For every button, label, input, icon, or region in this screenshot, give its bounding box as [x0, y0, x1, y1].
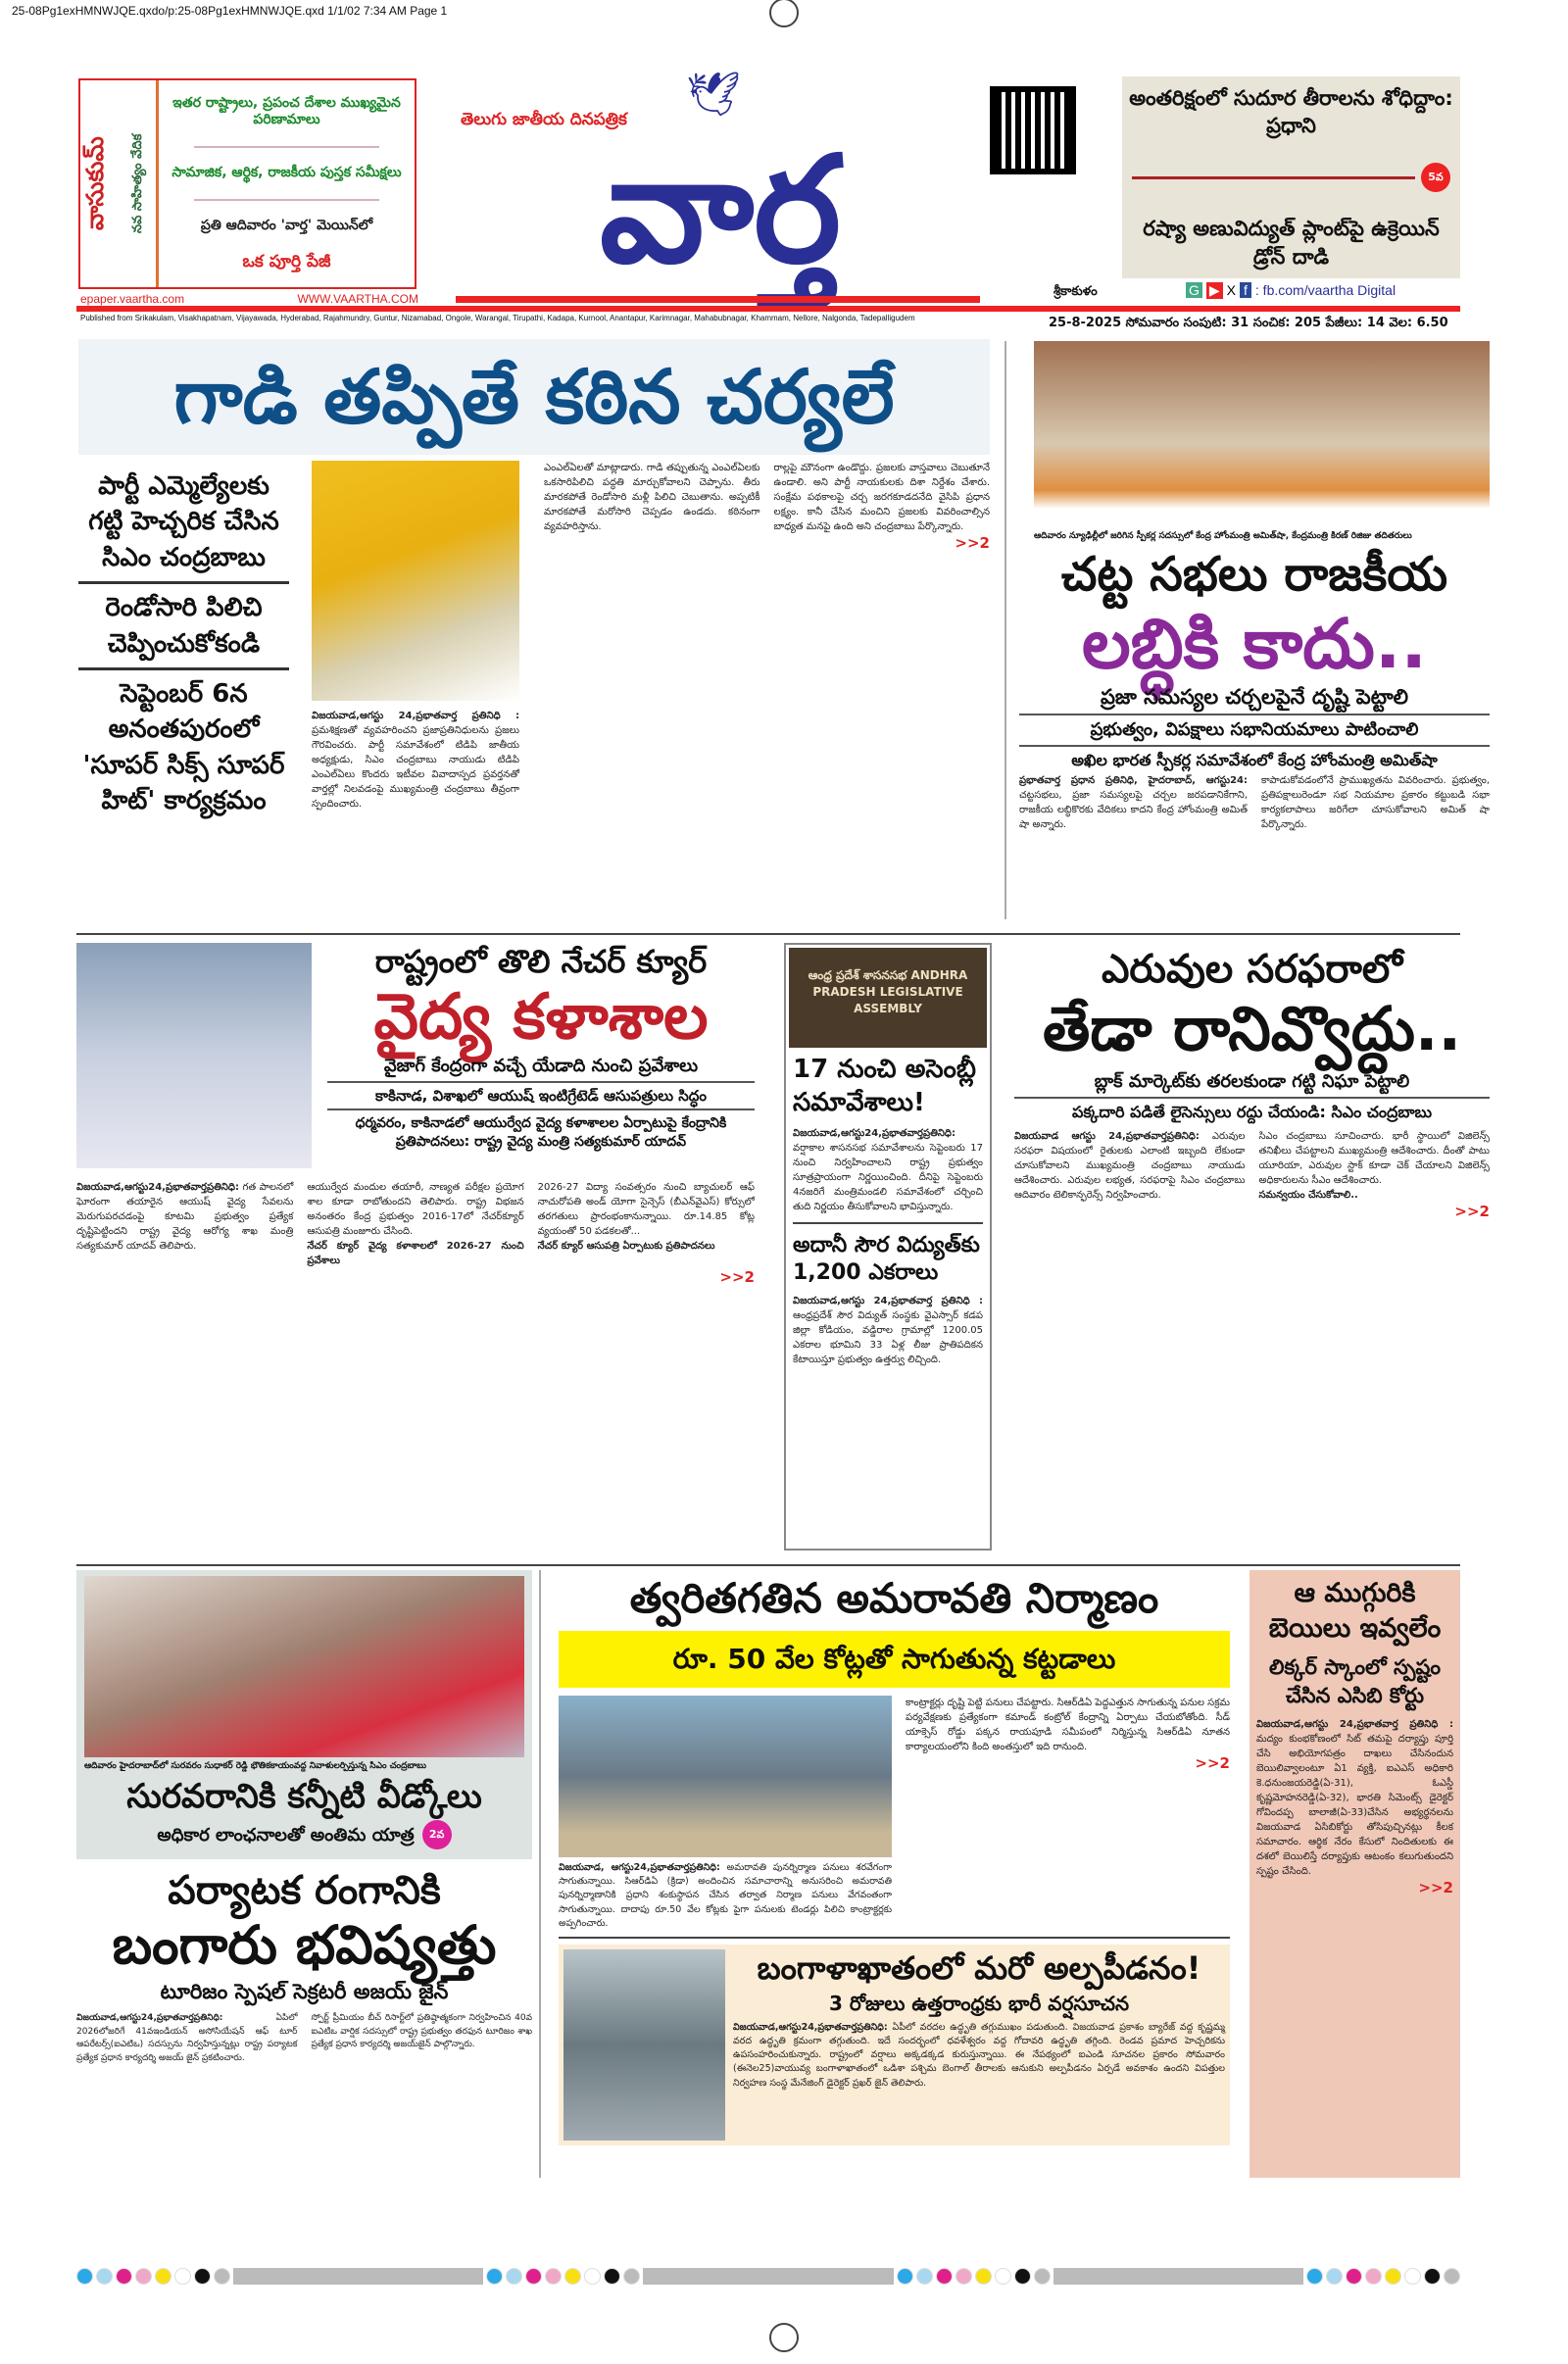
continued-link[interactable]: >>2 — [1454, 1203, 1490, 1221]
continued-link[interactable]: >>2 — [719, 1268, 755, 1286]
color-swatch — [214, 2268, 230, 2285]
liquor-sub: లిక్కర్ స్కాంలో స్పష్టం చేసిన ఎసిబి కోర్టు — [1269, 1654, 1441, 1708]
naturecure-sub: కాకినాడ, విశాఖలో ఆయుష్ ఇంటిగ్రేటెడ్ ఆసుపత్రులు సిద్ధం — [327, 1087, 755, 1110]
issue-info: 25-8-2025 సోమవారం సంపుటి: 31 సంచిక: 205 పేజీలు: 14 వెల: 6.50 — [1049, 316, 1448, 330]
color-swatch — [916, 2268, 933, 2285]
color-swatch — [194, 2268, 211, 2285]
registration-mark-icon — [769, 0, 799, 27]
naturecure-story — [76, 943, 755, 1286]
naturecure-cols — [76, 1180, 755, 1268]
color-swatch — [936, 2268, 953, 2285]
color-swatch — [1346, 2268, 1362, 2285]
body-text: చట్టసభలు, ప్రజా సమస్యలపై చర్చల జరపడానికేగాని, రాజకీయ లబ్ధికొరకు వేదికలు కాదని కేంద్ర హోంమంత్రి అమిత్ షా అన్నారు. — [1019, 790, 1248, 831]
lead-side-decks — [78, 468, 289, 819]
body-text: ఏపీలో వరదల ఉద్ధృతి తగ్గుముఖం పడుతుంది. విజయవాడ ప్రకాశం బ్యారేజ్ వద్ద కృష్ణమ్మ వరద ఉద్ధృతి క్రమంగా తగ్గుతుంది. ఇదే సందర్భంలో ధవళేశ్వరం వద్ద గోదావరి ఉద్ధృతి తగ్గింది. రెండవ ప్రమాద హెచ్చరికను ఉపసంహరించుకున్నారు. రాష్ట్రంలో వర్షాలు అక్కడక్కడ కురుస్తున్నాయి. ఈ నేపథ్యంలో ఐఎండి సూచనల ప్రకారం సోమవారం (ఈనెల25)వాయువ్య బంగాళాఖాతంలో ఒడిశా పశ్చిమ బెంగాల్ తీరాలకు ఆనుకుని అల్పపీడనం ఏర్పడే అవకాశం ఉందని విపత్తుల నిర్వహణ సంస్థ మేనేజింగ్ డైరెక్టర్ ప్రఖర్ జైన్ తెలిపారు. — [733, 2021, 1225, 2089]
masthead-rule — [76, 306, 1460, 312]
dateline: విజయవాడ, ఆగస్టు24,ప్రభాతవార్తప్రతినిధి: — [559, 1861, 720, 1873]
color-swatch — [956, 2268, 972, 2285]
edition-city: శ్రీకాకుళం — [1054, 284, 1098, 299]
lead-deck: రెండోసారి పిలిచి చెప్పించుకోకండి — [105, 593, 263, 659]
dateline: విజయవాడ,ఆగస్టు24,ప్రభాతవార్తప్రతినిధి: — [793, 1127, 956, 1139]
amaravati-headline: త్వరితగతిన అమరావతి నిర్మాణం — [629, 1574, 1159, 1622]
color-swatch — [584, 2268, 601, 2285]
color-swatch — [116, 2268, 132, 2285]
tourism-sub: టూరిజం స్పెషల్ సెక్రటరీ అజయ్ జైన్ — [160, 1980, 449, 2004]
speakers-meet-photo — [1034, 341, 1490, 527]
assembly-box — [784, 943, 992, 1551]
urea-sub: బ్లాక్ మార్కెట్‌కు తరలకుండా గట్టి నిఘా పెట్టాలి — [1014, 1071, 1490, 1099]
urea-story — [1014, 946, 1490, 1220]
promo-box — [78, 78, 416, 289]
amaravati-col-2 — [906, 1696, 1230, 1754]
youtube-icon[interactable]: ▶ — [1206, 282, 1223, 299]
epaper-link[interactable]: epaper.vaartha.com — [80, 292, 185, 306]
body-text: ఆంధ్రప్రదేశ్ సౌర విద్యుత్ సంస్థకు వైఎస్సార్ కడప జిల్లా కోడియం, వడ్డిరాల గ్రామాల్లో 1200.05 ఎకరాల భూమిని 33 ఏళ్ల లీజు ప్రాతిపదికన కేటాయిస్తూ ప్రభుత్వం ఉత్తర్వు లిచ్చింది. — [793, 1309, 983, 1365]
subhead: నేచర్ క్యూర్ ఆసుపత్రి ఏర్పాటుకు ప్రతిపాదనలు — [537, 1241, 715, 1252]
color-registration-bar — [76, 2266, 1460, 2286]
amaravati-story — [554, 1574, 1235, 2145]
body-text: ఆయుర్వేద మందుల తయారీ, నాణ్యత పరీక్షల ప్రయోగ శాల కూడా రాబోతుందని తెలిపారు. రాష్ట్ర విభజన అనంతరం కేంద్ర ప్రభుత్వం 2016-17లో నేచర్‌క్యూర్ ఆసుపత్రి మంజూరు చేసింది. — [307, 1182, 524, 1237]
teaser-story: అంతరిక్షంలో సుదూర తీరాలను శోధిద్దాం: ప్రధాని — [1129, 86, 1453, 138]
color-swatch — [1326, 2268, 1343, 2285]
lead-deck: పార్టీ ఎమ్మెల్యేలకు గట్టి హెచ్చరిక చేసిన సిఎం చంద్రబాబు — [88, 471, 279, 572]
promo-item: ఇతర రాష్ట్రాలు, ప్రపంచ దేశాల ముఖ్యమైన పరిణామాలు — [172, 94, 401, 128]
adani-col — [793, 1294, 983, 1367]
website-link[interactable]: WWW.VAARTHA.COM — [297, 292, 418, 306]
dateline: విజయవాడ,ఆగస్టు24,ప్రభాతవార్తప్రతినిధి: — [733, 2021, 888, 2033]
divider — [194, 199, 379, 201]
legislature-sub: ప్రజా సమస్యల చర్చలపైనే దృష్టి పెట్టాలి — [1019, 685, 1490, 715]
color-swatch — [506, 2268, 522, 2285]
promo-highlight: ఒక పూర్తి పేజీ — [242, 252, 331, 272]
legislature-sub: అఖిల భారత స్పీకర్ల సమావేశంలో కేంద్ర హోంమంత్రి అమిత్‌షా — [1071, 751, 1438, 770]
tagline: తెలుగు జాతీయ దినపత్రిక — [461, 110, 627, 129]
color-swatch — [525, 2268, 542, 2285]
facebook-url[interactable]: : fb.com/vaartha Digital — [1254, 282, 1396, 298]
lead-col-1 — [312, 709, 519, 812]
facebook-icon[interactable]: f — [1240, 282, 1251, 298]
body-text: రాల్లపై మౌనంగా ఉండొద్దు. ప్రజలకు వాస్తవాలు చెబుతూనే ఉండాలి. అని పార్టీ నాయకులకు దిశా నిర్దేశం చేశారు. సంక్షేమ పథకాలపై చర్చ జరగకూడదనేది వైసిపి ప్రధాన లక్ష్యం. కానీ చేసిన మంచిని ప్రజలకు వివరించాల్సిన బాధ్యత మనపై ఉంది అని చంద్రబాబు పేర్కొన్నారు. — [773, 463, 990, 532]
lead-cols — [544, 461, 990, 534]
tourism-cols — [76, 2012, 532, 2065]
promo-vertical-sub: నవ సాహిత్యం వేదిక — [129, 80, 159, 287]
naturecure-sub: వైజాగ్ కేంద్రంగా వచ్చే యేడాది నుంచి ప్రవేశాలు — [327, 1056, 755, 1083]
dateline: విజయవాడ,ఆగస్టు 24,ప్రభాతవార్త ప్రతినిధి : — [793, 1295, 983, 1306]
gray-strip — [1054, 2268, 1303, 2285]
continued-link[interactable]: >>2 — [1418, 1878, 1453, 1896]
naturecure-kicker: రాష్ట్రంలో తొలి నేచర్ క్యూర్ — [374, 943, 708, 980]
body-text: సిఎం చంద్రబాబు సూచించారు. భారీ స్థాయిలో విజిలెన్స్ తనిఖీలు చేపట్టాలని ముఖ్యమంత్రి ఆదేశించారు. దీంతో పాటు యూరియా, ఎరువుల స్టాక్ కూడా చెక్ చేయాలని విజిలెన్స్ అధికారులను సీఎం ఆదేశించారు. — [1258, 1131, 1490, 1187]
body-text: కాంట్రాక్టర్లు దృష్టి పెట్టి పనులు చేపట్టారు. సిఆర్‌డిఏ పెద్దఎత్తున సాగుతున్న పనుల సక్రమ పర్యవేక్షణకు ప్రత్యేకంగా కమాండ్ కంట్రోల్ కేంద్రాన్ని ఏర్పాటు చేయబోతోంది. సీడ్ యాక్సెస్ రోడ్డు పక్కన రాయపూడి సమీపంలో నిర్మిస్తున్న సిఆర్‌డిఏ నూతన కార్యాలయంలోని కింది అంతస్తులో ఇది రానుంది. — [906, 1697, 1230, 1752]
legislature-kicker: చట్ట సభలు రాజకీయ — [1060, 546, 1448, 602]
dateline: విజయవాడ,ఆగస్టు 24,ప్రభాతవార్త ప్రతినిధి : — [312, 711, 519, 721]
legislature-headline: లబ్ధికి కాదు.. — [1081, 604, 1428, 685]
liquor-headline: ఆ ముగ్గురికి బెయిలు ఇవ్వలేం — [1268, 1578, 1442, 1645]
google-news-icon[interactable]: G — [1186, 282, 1202, 298]
promo-item: ప్రతి ఆదివారం 'వార్త' మెయిన్‌లో — [200, 218, 373, 234]
weather-box — [559, 1945, 1230, 2145]
liquor-box — [1250, 1570, 1460, 2178]
urea-cols — [1014, 1129, 1490, 1203]
color-swatch — [1404, 2268, 1421, 2285]
body-text: ఎంఎల్ఏలతో మాట్లాడారు. గాడి తప్పుతున్న ఎంఎల్ఏలకు ఒకసారిపిలిచి పద్ధతి మార్చుకోవాలని చెప్పాను. తీరు మారకపోతే రెండోసారి మళ్లీ పిలిచి చెబుతాను. అప్పటికీ మారకపోతే మరోసారి చెప్పడం ఉండదు. కఠినంగా వ్యవహరిస్తాను. — [544, 463, 760, 532]
body-text: అమరావతి పునర్నిర్మాణ పనులు శరవేగంగా సాగుతున్నాయి. సిఆర్‌డిఏ (క్రిడా) అందించిన సమాచారాన్ని అనుసరించి అమరావతి పునర్నిర్మాణానికి ప్రధాని శంకుస్థాపన చేసిన తర్వాత నిర్మాణ పనులు వేగవంతంగా సాగుతున్నాయి. దాదాపు రూ.50 వేల కోట్లకు పైగా పనులకు టెండర్లు పిలిచి కాంట్రాక్టర్లకు అప్పగించారు. — [559, 1861, 892, 1929]
naturecure-headline: వైద్య కళాశాల — [373, 981, 709, 1055]
newspaper-logo: వార్త — [599, 125, 842, 296]
lead-headline: గాడి తప్పితే కఠిన చర్యలే — [78, 339, 990, 455]
suravaram-box — [76, 1570, 532, 1859]
tourism-headline: బంగారు భవిష్యత్తు — [112, 1914, 497, 1977]
dateline: విజయవాడ ఆగస్టు 24,ప్రభాతవార్తప్రతినిధి: — [1014, 1131, 1200, 1143]
body-text: వర్షాకాల శాసనసభ సమావేశాలను సెప్టెంబరు 17 నుంచి నిర్వహించాలని రాష్ట్ర ప్రభుత్వం సూత్రప్రాయంగా నిర్ణయించింది. దీనిపై సెప్టెంబరు 4నజరిగే మంత్రిమండలి సమావేశంలో చర్చించి తుది నిర్ణయం తీసుకోవాలని భావిస్తున్నారు. — [793, 1142, 983, 1212]
photo-caption: ఆదివారం హైదరాబాద్‌లో సురవరం సుధాకర్ రెడ్డి భౌతికకాయంవద్ద నివాళులర్పిస్తున్న సిఎం చంద్రబాబు — [84, 1761, 426, 1771]
assembly-sign-photo: ఆంధ్ర ప్రదేశ్ శాసనసభ ANDHRA PRADESH LEGISLATIVE ASSEMBLY — [789, 948, 987, 1048]
logo-underline — [456, 296, 980, 303]
subhead: సమన్వయం చేసుకోవాలి.. — [1258, 1190, 1358, 1202]
color-swatch — [545, 2268, 562, 2285]
continued-link[interactable]: >>2 — [955, 534, 990, 552]
legislature-story — [1019, 341, 1490, 832]
color-swatch — [1306, 2268, 1323, 2285]
dove-logo-icon: 🕊 — [686, 70, 741, 120]
color-swatch — [623, 2268, 640, 2285]
divider — [78, 581, 289, 584]
urea-kicker: ఎరువుల సరఫరాలో — [1101, 947, 1403, 992]
page-badge: 5వ — [1421, 163, 1450, 192]
promo-item: సామాజిక, ఆర్థిక, రాజకీయ పుస్తక సమీక్షలు — [172, 165, 402, 181]
amaravati-col-1 — [559, 1861, 892, 1931]
minister-photo — [76, 943, 312, 1168]
color-swatch — [1034, 2268, 1051, 2285]
amaravati-building-photo — [559, 1696, 892, 1857]
color-swatch — [96, 2268, 113, 2285]
color-swatch — [1424, 2268, 1441, 2285]
tribute-photo — [84, 1576, 524, 1757]
photo-caption: ఆదివారం న్యూఢిల్లీలో జరిగిన స్పీకర్ల సదస్సులో కేంద్ర హోంమంత్రి అమిత్‌షా, కేంద్రమంత్రి కిరణ్ రిజిజు తదితరులు — [1034, 531, 1412, 541]
dateline: ప్రభాతవార్త ప్రధాన ప్రతినిధి, హైదరాబాద్, ఆగస్టు24: — [1019, 775, 1248, 787]
suravaram-sub: అధికార లాంఛనాలతో అంతిమ యాత్ర — [157, 1824, 415, 1846]
lead-cols-wrap — [544, 461, 990, 552]
teaser-story: రష్యా అణువిద్యుత్ ప్లాంట్‌పై ఉక్రెయిన్ డ్రోన్ దాడి — [1143, 217, 1440, 269]
color-swatch — [604, 2268, 620, 2285]
rain-photo — [564, 1949, 725, 2141]
chandrababu-photo — [312, 461, 519, 701]
section-rule — [76, 1564, 1460, 1566]
naturecure-sub: ధర్మవరం, కాకినాడలో ఆయుర్వేద వైద్య కళాశాలల ఏర్పాటుపై కేంద్రానికి ప్రతిపాదనలు: రాష్ట్ర వైద్య మంత్రి సత్యకుమార్ యాదవ్ — [355, 1114, 727, 1150]
continued-link[interactable]: >>2 — [1195, 1753, 1230, 1772]
subhead: నేచర్ క్యూర్ వైద్య కళాశాలలో 2026-27 నుంచి ప్రవేశాలు — [307, 1241, 524, 1266]
assembly-headline: 17 నుంచి అసెంబ్లీ సమావేశాలు! — [793, 1055, 976, 1117]
legislature-cols — [1019, 773, 1490, 832]
divider — [78, 667, 289, 670]
dateline: విజయవాడ,ఆగస్టు 24,ప్రభాతవార్త ప్రతినిధి : — [1256, 1718, 1453, 1730]
divider — [559, 1937, 1230, 1939]
dateline: విజయవాడ,ఆగస్టు24,ప్రభాతవార్తప్రతినిధి: — [76, 1182, 239, 1193]
assembly-col — [793, 1126, 983, 1214]
body-text: స్పోర్ట్ ప్రీమియం బీచ్ రిసార్ట్‌లో ప్రతిష్ఠాత్మకంగా నిర్వహించిన 40వ ఐఎటిఒ వార్షిక సదస్సులో రాష్ట్ర ప్రభుత్వం తరఫున టూరిజం శాఖ ప్రత్యేక ప్రధాన కార్యదర్శి అజయ్‌జైన్ పాల్గొన్నారు. — [311, 2013, 532, 2050]
color-swatch — [975, 2268, 992, 2285]
adani-headline: అదానీ సౌర విద్యుత్‌కు 1,200 ఎకరాలు — [793, 1232, 980, 1286]
qr-code-icon[interactable] — [990, 86, 1076, 174]
body-text: 2026-27 విద్యా సంవత్సరం నుంచి బ్యాచులర్ ఆఫ్ నాచురోపతి అండ్ యోగా సైన్సెస్ (బీఎన్‌వైఎస్) కోర్సులో తరగతులు ప్రారంభంకానున్నాయి. రూ.14.85 కోట్ల వ్యయంతో 50 పడకలతో... — [537, 1182, 755, 1237]
color-swatch — [76, 2268, 93, 2285]
weather-sub: 3 రోజులు ఉత్తరాంధ్రకు భారీ వర్షసూచన — [829, 1991, 1129, 2015]
body-text: ప్రమశిక్షణతో వ్యవహరించని ప్రజాప్రతినిధులను ప్రజలు గౌరవించరు. పార్టీ సమావేశంలో టిడిపి జాతీయ అధ్యక్షుడు, సిఎం చంద్రబాబు నాయుడు టిడిపి ఎంఎల్ఏలు కొందరు ఇటీవల వివాదాస్పద ప్రవర్తనతో వార్తల్లో నిలవడంపై ముఖ్యమంత్రి చంద్రబాబు తీవ్రంగా స్పందించారు. — [312, 725, 519, 810]
body-text: గత పాలనలో ఘోరంగా తయారైన ఆయుష్ వైద్య సేవలను మెరుగుపరచడంపై కూటమి ప్రభుత్వం ప్రత్యేక దృష్టిపెట్టిందని రాష్ట్ర వైద్య ఆరోగ్య శాఖ మంత్రి సత్యకుమార్ యాదవ్ తెలిపారు. — [76, 1182, 294, 1252]
body-text: ఏపిలో 2026లోజరిగే 41వఇండియన్ అసోసియేషన్ ఆఫ్ టూర్ ఆపరేటర్స్(ఐఎటిఒ) సదస్సును నిర్వహిస్తున్నట్లు రాష్ట్ర పర్యాటక ప్రత్యేక ప్రధాన కార్యదర్శి అజయ్ జైన్ ప్రకటించారు. — [76, 2013, 298, 2063]
lead-deck: సెప్టెంబర్ 6న అనంతపురంలో 'సూపర్ సిక్స్ సూపర్ హిట్' కార్యక్రమం — [82, 678, 285, 816]
body-text: మద్యం కుంభకోణంలో సిట్ తమపై దర్యాప్తు పూర్తి చేసి అభియోగపత్రం దాఖలు చేసినందున బెయిలివ్వాలంటూ ఏ1 వ్యక్తి, ఐఎఎస్ అధికారి కె.ధనుంజయరెడ్డి(ఏ-31), ఓఎస్డీ కృష్ణమోహనరెడ్డి(ఏ-32), భారతి సిమెంట్స్ డైరెక్టర్ గోవిందప్ప బాలాజీ(ఏ-33)చేసిన అభ్యర్థనలను విజయవాడ ఏసిబికోర్టు తోసిపుచ్చినట్లు కీలక సమాచారం. ఆర్థిక నేరం కేసులో నిందితులకు ఈ దశలో బెయిలిస్తే దర్యాప్తుకు ఆటంకం కలుగుతుందని స్పష్టం చేసింది. — [1256, 1733, 1453, 1877]
gray-strip — [233, 2268, 483, 2285]
urea-headline: తేడా రానివ్వొద్దు.. — [1042, 993, 1462, 1064]
color-swatch — [155, 2268, 172, 2285]
column-divider — [1004, 341, 1006, 919]
color-swatch — [1014, 2268, 1031, 2285]
weather-headline: బంగాళాఖాతంలో మరో అల్పపీడనం! — [757, 1949, 1201, 1988]
color-swatch — [174, 2268, 191, 2285]
amaravati-sub: రూ. 50 వేల కోట్లతో సాగుతున్న కట్టడాలు — [559, 1631, 1230, 1688]
liquor-col — [1256, 1717, 1453, 1879]
published-from: Published from Srikakulam, Visakhapatnam, Vijayawada, Hyderabad, Rajahmundry, Guntur, Nizamabad, Ongole, Warangal, Tirupathi, Kadapa, Kurnool, Anantapur, Karimnagar, Mahabubnagar, Khammam, Nellore, Nalgonda, Tadepalligudem — [80, 314, 915, 322]
registration-mark-icon — [769, 2323, 799, 2352]
left-bottom-column — [76, 1570, 532, 2065]
suravaram-headline: సురవరానికి కన్నీటి వీడ్కోలు — [126, 1776, 482, 1816]
page-badge: 2వ — [422, 1820, 452, 1849]
tourism-kicker: పర్యాటక రంగానికి — [168, 1868, 441, 1914]
color-swatch — [486, 2268, 503, 2285]
legislature-sub: ప్రభుత్వం, విపక్షాలు సభానియమాలు పాటించాలి — [1019, 719, 1490, 747]
color-swatch — [897, 2268, 913, 2285]
social-links[interactable] — [1186, 282, 1399, 299]
promo-vertical-title: వాసుకుమ్ — [81, 136, 109, 231]
gray-strip — [643, 2268, 893, 2285]
print-slug: 25-08Pg1exHMNWJQE.qxdo/p:25-08Pg1exHMNWJQE.qxd 1/1/02 7:34 AM Page 1 — [12, 4, 448, 18]
divider — [1132, 176, 1415, 179]
divider — [194, 146, 379, 148]
divider — [793, 1222, 983, 1224]
urea-sub: పక్కదారి పడితే లైసెన్సులు రద్దు చేయండి: సిఎం చంద్రబాబు — [1071, 1102, 1433, 1121]
body-text: ఎరువుల సరఫరా విషయంలో రైతులకు ఎలాంటి ఇబ్బంది లేకుండా చూసుకోవాలని ముఖ్యమంత్రి చంద్రబాబు నాయుడు ఆదేశించారు. ఎరువుల లభ్యత, సరఫరాపై సిఎం చంద్రబాబు ఆదివారం టెలికాన్ఫరెన్స్ నిర్వహించారు. — [1014, 1131, 1246, 1202]
weather-col — [733, 2021, 1225, 2091]
color-swatch — [1385, 2268, 1401, 2285]
dateline: విజయవాడ,ఆగస్టు24,ప్రభాతవార్తప్రతినిధి: — [76, 2013, 223, 2024]
lead-photo-column — [312, 461, 519, 812]
body-text: కాపాడుకోవడంలోనే ప్రాముఖ్యతను వివరించారు. ప్రభుత్వం, ప్రతిపక్షాలురెండూ సభ నియమాల ప్రకారం కట్టుబడి సభా కార్యకలాపాలు జరిగేలా చూసుకోవాలని అమిత్ షా పేర్కొన్నారు. — [1261, 775, 1490, 831]
color-swatch — [135, 2268, 152, 2285]
color-swatch — [564, 2268, 581, 2285]
x-icon[interactable]: X — [1226, 282, 1237, 298]
color-swatch — [995, 2268, 1011, 2285]
column-divider — [539, 1570, 541, 2178]
color-swatch — [1444, 2268, 1460, 2285]
color-swatch — [1365, 2268, 1382, 2285]
section-rule — [76, 933, 1460, 935]
teaser-box — [1122, 76, 1460, 278]
